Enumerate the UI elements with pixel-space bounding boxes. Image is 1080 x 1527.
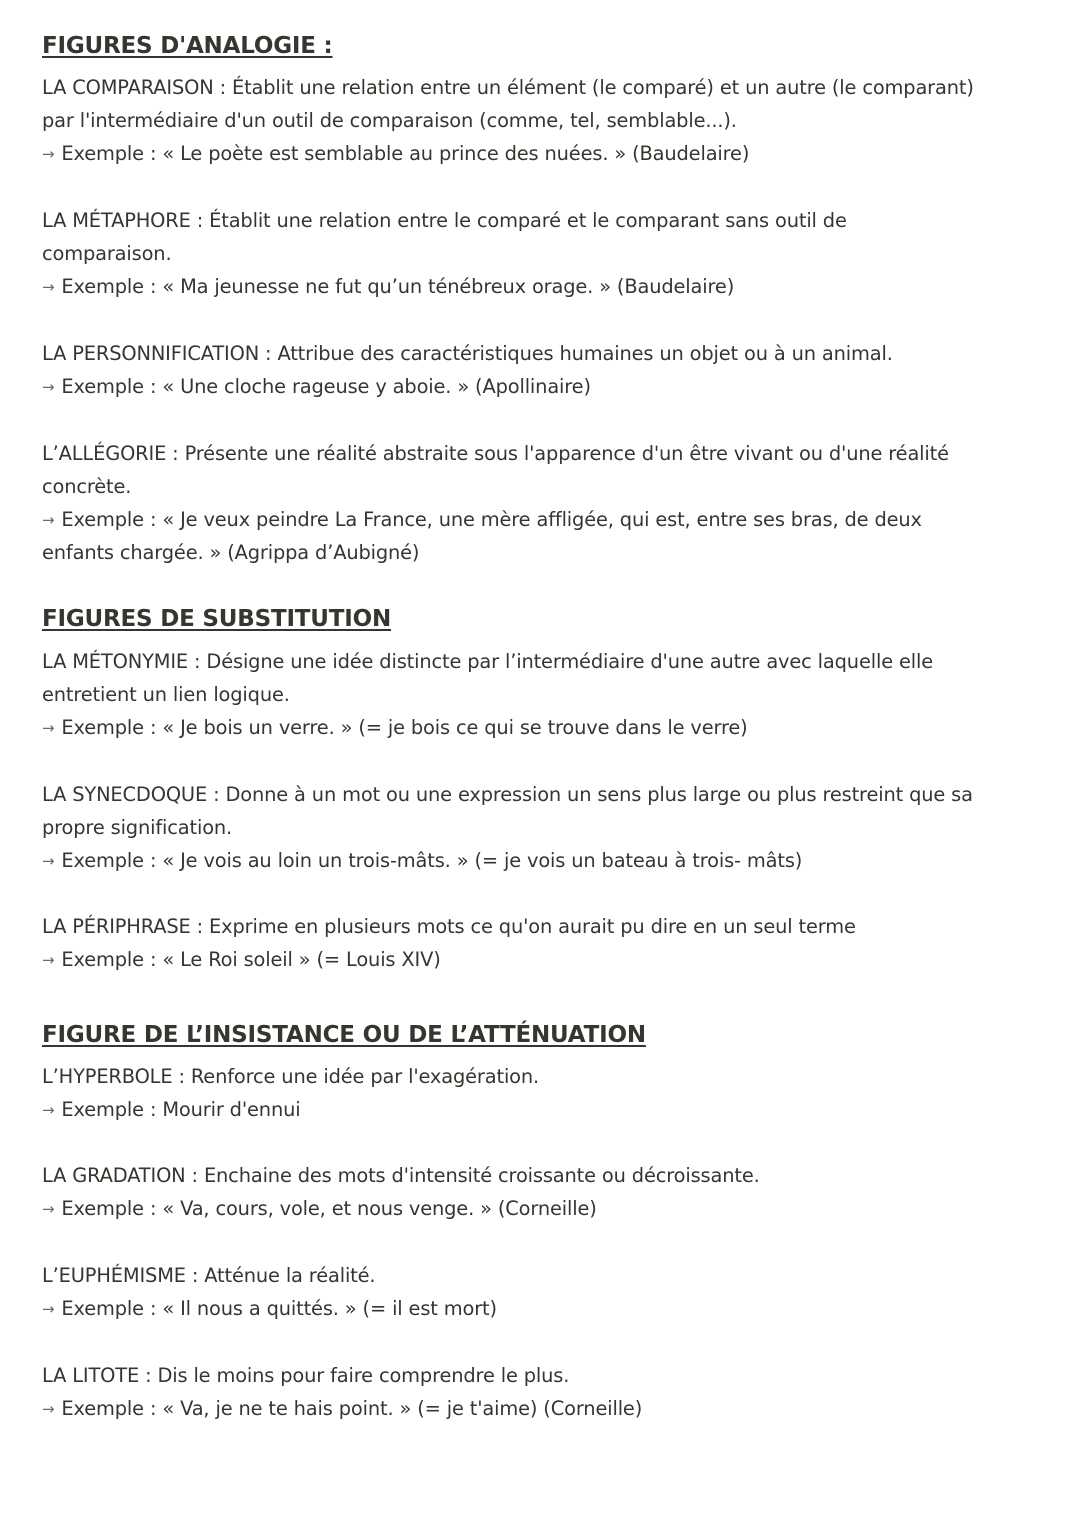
definition-line: LA MÉTONYMIE : Désigne une idée distincte par l’intermédiaire d'une autre avec laquelle elle <box>42 650 934 673</box>
example-line: enfants chargée. » (Agrippa d’Aubigné) <box>42 541 420 564</box>
example-line: → Exemple : Mourir d'ennui <box>42 1098 301 1121</box>
entry-periphrase <box>42 910 1052 976</box>
example-line: → Exemple : « Je veux peindre La France, une mère affligée, qui est, entre ses bras, de deux <box>42 508 922 531</box>
arrow-right-icon: → <box>42 1101 55 1119</box>
example-line: → Exemple : « Le poète est semblable au prince des nuées. » (Baudelaire) <box>42 142 750 165</box>
definition-line: L’HYPERBOLE : Renforce une idée par l'exagération. <box>42 1065 540 1088</box>
arrow-right-icon: → <box>42 852 55 870</box>
entry-gradation <box>42 1159 1052 1225</box>
definition-line: par l'intermédiaire d'un outil de comparaison (comme, tel, semblable...). <box>42 109 737 132</box>
example-line: → Exemple : « Une cloche rageuse y aboie. » (Apollinaire) <box>42 375 591 398</box>
definition-line: comparaison. <box>42 242 172 265</box>
example-line: → Exemple : « Va, cours, vole, et nous venge. » (Corneille) <box>42 1197 597 1220</box>
arrow-right-icon: → <box>42 511 55 529</box>
example-line: → Exemple : « Le Roi soleil » (= Louis XIV) <box>42 948 441 971</box>
section-heading-substitution: FIGURES DE SUBSTITUTION <box>42 606 392 632</box>
example-line: → Exemple : « Je vois au loin un trois-mâts. » (= je vois un bateau à trois- mâts) <box>42 849 803 872</box>
entry-hyperbole <box>42 1060 1052 1126</box>
definition-line: LA PERSONNIFICATION : Attribue des caractéristiques humaines un objet ou à un animal. <box>42 342 893 365</box>
arrow-right-icon: → <box>42 378 55 396</box>
entry-metonymie <box>42 645 1052 744</box>
definition-line: LA LITOTE : Dis le moins pour faire comprendre le plus. <box>42 1364 570 1387</box>
definition-line: L’ALLÉGORIE : Présente une réalité abstraite sous l'apparence d'un être vivant ou d'une réalité <box>42 442 949 465</box>
arrow-right-icon: → <box>42 1400 55 1418</box>
example-line: → Exemple : « Je bois un verre. » (= je bois ce qui se trouve dans le verre) <box>42 716 748 739</box>
entry-synecdoque <box>42 778 1052 877</box>
arrow-right-icon: → <box>42 278 55 296</box>
entry-comparaison <box>42 71 1052 170</box>
arrow-right-icon: → <box>42 1300 55 1318</box>
definition-line: LA MÉTAPHORE : Établit une relation entre le comparé et le comparant sans outil de <box>42 209 847 232</box>
definition-line: propre signification. <box>42 816 233 839</box>
definition-line: concrète. <box>42 475 132 498</box>
definition-line: LA PÉRIPHRASE : Exprime en plusieurs mots ce qu'on aurait pu dire en un seul terme <box>42 915 856 938</box>
definition-line: entretient un lien logique. <box>42 683 290 706</box>
example-line: → Exemple : « Va, je ne te hais point. » (= je t'aime) (Corneille) <box>42 1397 643 1420</box>
section-heading-insistance: FIGURE DE L’INSISTANCE OU DE L’ATTÉNUATION <box>42 1022 646 1048</box>
entry-allegorie <box>42 437 1052 569</box>
definition-line: LA COMPARAISON : Établit une relation entre un élément (le comparé) et un autre (le comparant) <box>42 76 974 99</box>
definition-line: LA SYNECDOQUE : Donne à un mot ou une expression un sens plus large ou plus restreint que sa <box>42 783 973 806</box>
entry-euphemisme <box>42 1259 1052 1325</box>
arrow-right-icon: → <box>42 1200 55 1218</box>
section-heading-analogie: FIGURES D'ANALOGIE : <box>42 33 333 59</box>
entry-metaphore <box>42 204 1052 303</box>
entry-litote <box>42 1359 1052 1425</box>
example-line: → Exemple : « Ma jeunesse ne fut qu’un ténébreux orage. » (Baudelaire) <box>42 275 735 298</box>
example-line: → Exemple : « Il nous a quittés. » (= il est mort) <box>42 1297 497 1320</box>
definition-line: LA GRADATION : Enchaine des mots d'intensité croissante ou décroissante. <box>42 1164 760 1187</box>
arrow-right-icon: → <box>42 951 55 969</box>
entry-personnification <box>42 337 1052 403</box>
arrow-right-icon: → <box>42 719 55 737</box>
arrow-right-icon: → <box>42 145 55 163</box>
definition-line: L’EUPHÉMISME : Atténue la réalité. <box>42 1264 376 1287</box>
